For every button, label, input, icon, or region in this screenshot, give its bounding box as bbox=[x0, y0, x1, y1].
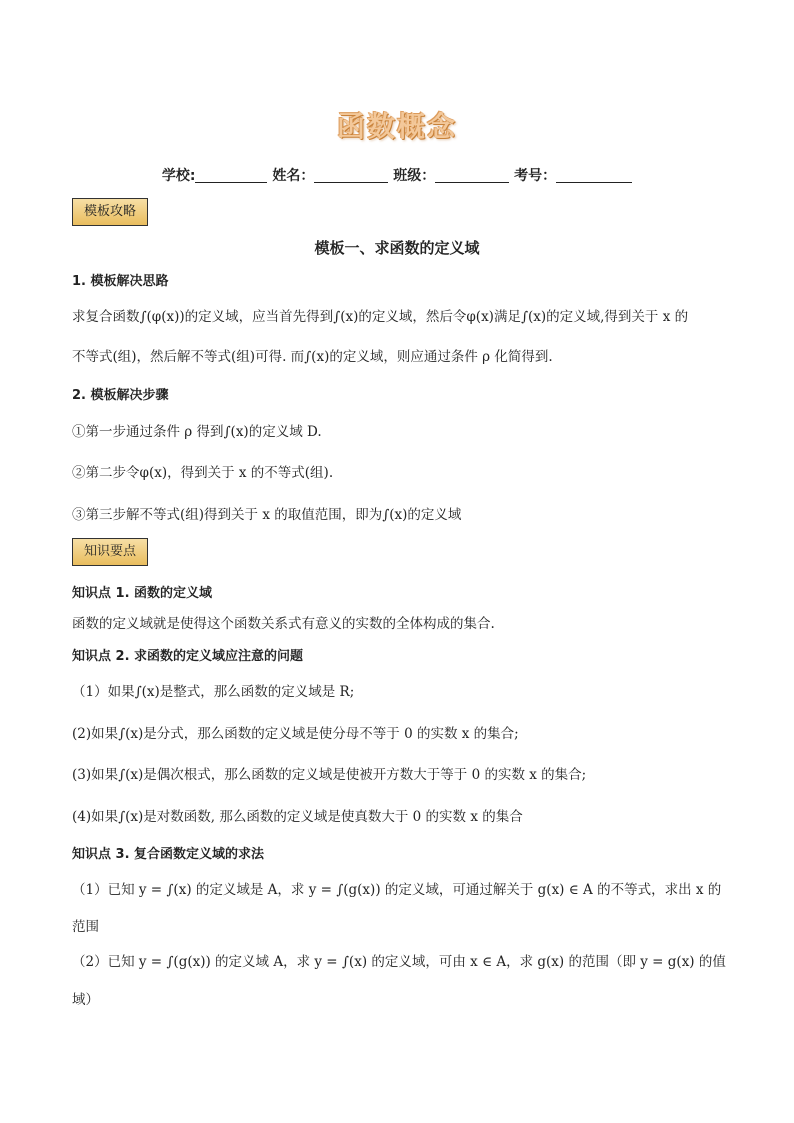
subsection-steps: 2. 模板解决步骤 bbox=[72, 388, 169, 403]
knowledge-3-item-2-line1: （2）已知 y = ∫(g(x)) 的定义域 A，求 y = ∫(x) 的定义域，可由 x ∈ A，求 g(x) 的范围（即 y = g(x) 的值 bbox=[72, 954, 726, 970]
template-strategy-badge: 模板攻略 bbox=[72, 198, 148, 226]
knowledge-2-item-1: （1）如果∫(x)是整式，那么函数的定义域是 R; bbox=[72, 684, 355, 700]
knowledge-1-title: 知识点 1. 函数的定义域 bbox=[72, 586, 213, 601]
student-info-line bbox=[0, 165, 794, 185]
school-label: 学校: bbox=[161, 168, 196, 184]
knowledge-2-title: 知识点 2. 求函数的定义域应注意的问题 bbox=[72, 649, 304, 664]
knowledge-2-item-2: (2)如果∫(x)是分式，那么函数的定义域是使分母不等于 0 的实数 x 的集合; bbox=[72, 726, 519, 742]
class-label: 班级： bbox=[393, 168, 436, 184]
approach-text-line1: 求复合函数∫(φ(x))的定义域，应当首先得到∫(x)的定义域，然后令φ(x)满足∫(x)的定义域,得到关于 x 的 bbox=[72, 309, 689, 325]
knowledge-1-text: 函数的定义域就是使得这个函数关系式有意义的实数的全体构成的集合. bbox=[72, 616, 495, 632]
section-heading: 模板一、求函数的定义域 bbox=[314, 239, 480, 257]
step-3: ③第三步解不等式(组)得到关于 x 的取值范围，即为∫(x)的定义域 bbox=[72, 507, 462, 523]
school-blank[interactable] bbox=[195, 168, 267, 183]
class-blank[interactable] bbox=[435, 168, 509, 183]
knowledge-2-item-3: (3)如果∫(x)是偶次根式，那么函数的定义域是使被开方数大于等于 0 的实数 x 的集合; bbox=[72, 767, 587, 783]
subsection-approach: 1. 模板解决思路 bbox=[72, 274, 169, 289]
knowledge-2-item-4: (4)如果∫(x)是对数函数, 那么函数的定义域是使真数大于 0 的实数 x 的集合 bbox=[72, 809, 523, 825]
name-label: 姓名： bbox=[272, 168, 315, 184]
approach-text-line2: 不等式(组)，然后解不等式(组)可得. 而∫(x)的定义域，则应通过条件 ρ 化简得到. bbox=[72, 349, 553, 365]
knowledge-points-badge: 知识要点 bbox=[72, 538, 148, 566]
knowledge-3-item-1-line2: 范围 bbox=[72, 919, 99, 935]
exam-number-label: 考号： bbox=[514, 168, 557, 184]
knowledge-3-item-2-line2: 域） bbox=[72, 992, 99, 1008]
exam-number-blank[interactable] bbox=[556, 168, 632, 183]
name-blank[interactable] bbox=[314, 168, 388, 183]
step-1: ①第一步通过条件 ρ 得到∫(x)的定义域 D. bbox=[72, 424, 322, 440]
document-title: 函数概念 bbox=[336, 110, 457, 143]
knowledge-3-item-1-line1: （1）已知 y = ∫(x) 的定义域是 A，求 y = ∫(g(x)) 的定义域，可通过解关于 g(x) ∈ A 的不等式，求出 x 的 bbox=[72, 882, 722, 898]
step-2: ②第二步令φ(x)，得到关于 x 的不等式(组). bbox=[72, 465, 334, 481]
knowledge-3-title: 知识点 3. 复合函数定义域的求法 bbox=[72, 847, 265, 862]
